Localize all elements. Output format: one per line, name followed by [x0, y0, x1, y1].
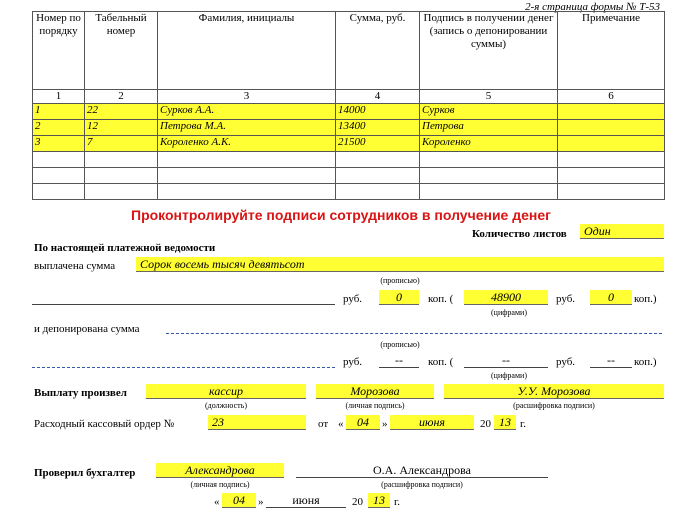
header-name: Фамилия, инициалы — [158, 12, 336, 90]
column-number: 2 — [85, 90, 158, 104]
row-number: 1 — [33, 104, 85, 120]
order-year-prefix: 20 — [480, 418, 491, 430]
paid-kop-label: коп. ( — [428, 293, 454, 305]
paid-words-caption: (прописью) — [380, 276, 420, 285]
row-note — [558, 120, 665, 136]
accountant-decoding-field[interactable]: О.А. Александрова — [296, 463, 548, 478]
deposited-digits-caption: (цифрами) — [491, 371, 527, 380]
row-note — [558, 104, 665, 120]
empty-row — [33, 168, 665, 184]
deposited-kop2-label: коп.) — [634, 356, 657, 368]
accountant-year-suffix: г. — [394, 496, 401, 508]
accountant-year-field[interactable]: 13 — [368, 493, 390, 508]
order-month-field[interactable]: июня — [390, 415, 474, 430]
row-tab-number: 7 — [85, 136, 158, 152]
accountant-quote-open: « — [214, 496, 220, 508]
deposited-kop-field[interactable]: -- — [590, 353, 632, 368]
row-sum: 13400 — [336, 120, 420, 136]
empty-row — [33, 184, 665, 200]
accountant-quote-close: » — [258, 496, 264, 508]
payroll-table — [32, 11, 665, 200]
sheets-value[interactable]: Один — [580, 224, 664, 239]
header-note: Примечание — [558, 12, 665, 90]
order-from-label: от — [318, 418, 329, 430]
deposited-line[interactable] — [32, 367, 335, 368]
column-number: 3 — [158, 90, 336, 104]
row-note — [558, 136, 665, 152]
row-number: 3 — [33, 136, 85, 152]
order-quote-close: » — [382, 418, 388, 430]
paid-rub-field[interactable]: 0 — [379, 290, 419, 305]
deposited-words-caption: (прописью) — [380, 340, 420, 349]
table-row — [33, 120, 665, 136]
empty-row — [33, 152, 665, 168]
order-day-field[interactable]: 04 — [346, 415, 380, 430]
deposited-words-line[interactable] — [166, 333, 662, 334]
deposited-kop-label: коп. ( — [428, 356, 454, 368]
warning-message: Проконтролируйте подписи сотрудников в получение денег — [131, 207, 551, 223]
header-tab-number: Табельный номер — [85, 12, 158, 90]
payout-decoding-field[interactable]: У.У. Морозова — [444, 384, 664, 399]
column-number-row — [33, 90, 665, 104]
accountant-signature-field[interactable]: Александрова — [156, 463, 284, 478]
header-sum: Сумма, руб. — [336, 12, 420, 90]
order-year-field[interactable]: 13 — [494, 415, 516, 430]
payout-signature-caption: (личная подпись) — [345, 401, 405, 410]
row-name: Короленко А.К. — [158, 136, 336, 152]
paid-rub-label: руб. — [343, 293, 363, 305]
row-name: Сурков А.А. — [158, 104, 336, 120]
paid-digits-field[interactable]: 48900 — [464, 290, 548, 305]
payout-decoding-caption: (расшифровка подписи) — [513, 401, 595, 410]
accountant-month-field[interactable]: июня — [266, 493, 346, 508]
row-signature: Петрова — [420, 120, 558, 136]
payout-position-field[interactable]: кассир — [146, 384, 306, 399]
row-name: Петрова М.А. — [158, 120, 336, 136]
order-quote-open: « — [338, 418, 344, 430]
paid-rub2-label: руб. — [556, 293, 576, 305]
accountant-year-prefix: 20 — [352, 496, 363, 508]
deposited-rub-label: руб. — [343, 356, 363, 368]
accountant-signature-caption: (личная подпись) — [190, 480, 250, 489]
row-sum: 21500 — [336, 136, 420, 152]
paid-line — [32, 304, 335, 305]
table-row — [33, 136, 665, 152]
row-tab-number: 12 — [85, 120, 158, 136]
row-sum: 14000 — [336, 104, 420, 120]
paid-kop2-label: коп.) — [634, 293, 657, 305]
accountant-day-field[interactable]: 04 — [222, 493, 256, 508]
payout-label: Выплату произвел — [34, 387, 127, 399]
column-number: 1 — [33, 90, 85, 104]
column-number: 4 — [336, 90, 420, 104]
order-number-field[interactable]: 23 — [208, 415, 306, 430]
sheets-label: Количество листов — [472, 228, 567, 240]
paid-digits-caption: (цифрами) — [491, 308, 527, 317]
paid-heading: По настоящей платежной ведомости — [34, 242, 216, 254]
payout-position-caption: (должность) — [205, 401, 247, 410]
accountant-decoding-caption: (расшифровка подписи) — [381, 480, 463, 489]
paid-kop-field[interactable]: 0 — [590, 290, 632, 305]
order-label: Расходный кассовый ордер № — [34, 418, 175, 430]
column-number: 6 — [558, 90, 665, 104]
deposited-rub-field[interactable]: -- — [379, 353, 419, 368]
table-row — [33, 104, 665, 120]
row-signature: Сурков — [420, 104, 558, 120]
row-tab-number: 22 — [85, 104, 158, 120]
payout-signature-field[interactable]: Морозова — [316, 384, 434, 399]
deposited-label: и депонирована сумма — [34, 323, 140, 335]
row-number: 2 — [33, 120, 85, 136]
form-note: 2-я страница формы № Т-53 — [525, 1, 660, 13]
order-year-suffix: г. — [520, 418, 527, 430]
deposited-digits-field[interactable]: -- — [464, 353, 548, 368]
column-number: 5 — [420, 90, 558, 104]
paid-words-field[interactable]: Сорок восемь тысяч девятьсот — [136, 257, 664, 272]
deposited-rub2-label: руб. — [556, 356, 576, 368]
header-row — [33, 12, 665, 90]
accountant-label: Проверил бухгалтер — [34, 467, 136, 479]
header-number: Номер по порядку — [33, 12, 85, 90]
header-signature: Подпись в получении денег (запись о депонировании суммы) — [420, 12, 558, 90]
paid-label: выплачена сумма — [34, 260, 116, 272]
row-signature: Короленко — [420, 136, 558, 152]
